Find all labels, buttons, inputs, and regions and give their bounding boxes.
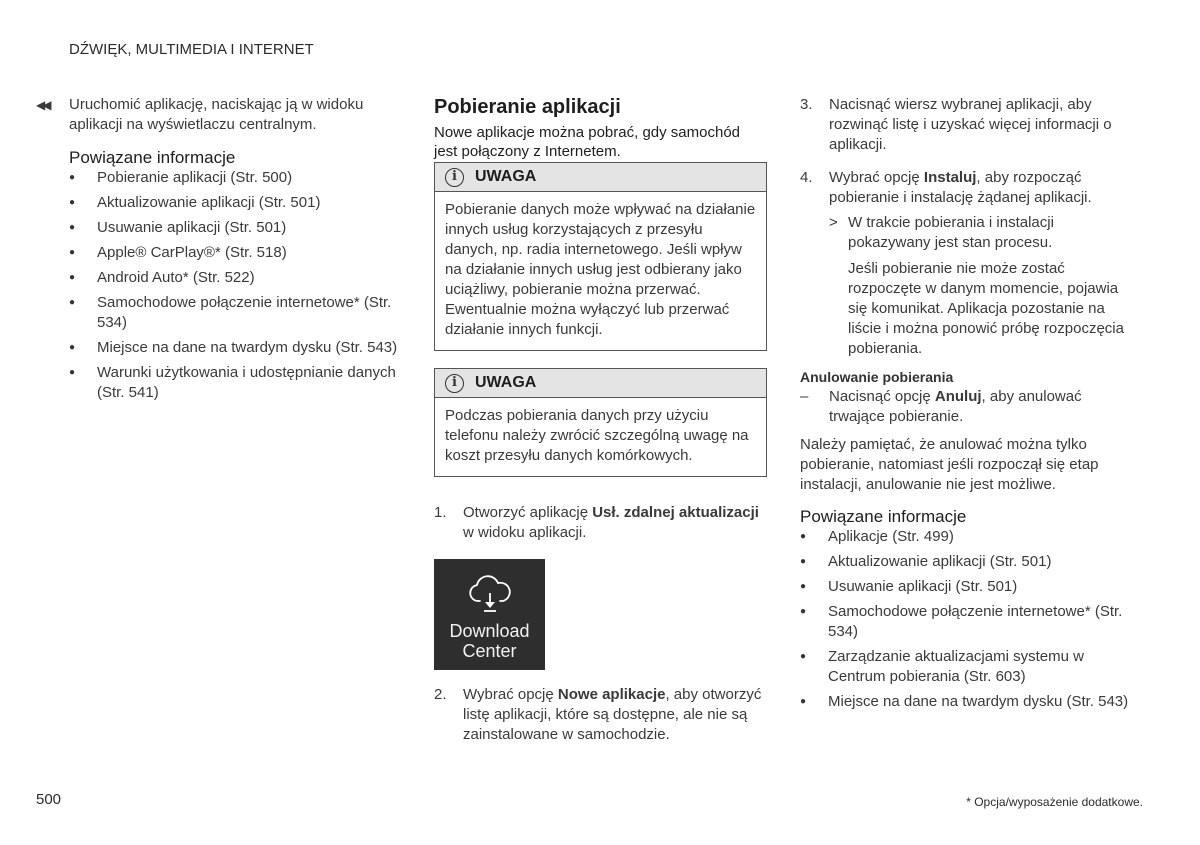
related-link[interactable]: ● Samochodowe połączenie internetowe* (Str. 534): [69, 293, 398, 333]
note-box: [434, 162, 767, 351]
note-header: [435, 163, 766, 192]
continued-arrow-icon: ◀◀: [36, 98, 49, 112]
section-lead: Nowe aplikacje można pobrać, gdy samochód jest połączony z Internetem.: [434, 124, 740, 160]
note-header: [435, 369, 766, 398]
related-link[interactable]: ● Android Auto* (Str. 522): [69, 268, 398, 288]
related-link[interactable]: ● Usuwanie aplikacji (Str. 501): [800, 577, 1130, 597]
cancel-step: [800, 387, 1130, 427]
steps-list: [800, 95, 1130, 208]
column-left: [36, 95, 398, 408]
step-item: [434, 685, 767, 745]
related-link[interactable]: ● Warunki użytkowania i udostępnianie danych (Str. 541): [69, 363, 398, 403]
related-link[interactable]: ● Miejsce na dane na twardym dysku (Str. 543): [800, 692, 1130, 712]
step-result: [800, 213, 1130, 253]
section-header: DŹWIĘK, MULTIMEDIA I INTERNET: [69, 41, 314, 58]
cancel-note: Należy pamiętać, że anulować można tylko pobieranie, natomiast jeśli rozpoczął się etap instalacji, anulowanie nie jest możliwe.: [800, 436, 1099, 493]
info-icon: i: [445, 168, 464, 187]
note-text: Podczas pobierania danych przy użyciu telefonu należy zwrócić szczególną uwagę na koszt przesyłu danych komórkowych.: [445, 407, 749, 464]
column-right: [800, 95, 1130, 717]
related-link[interactable]: ● Pobieranie aplikacji (Str. 500): [69, 168, 398, 188]
ui-label: Nowe aplikacje: [557, 686, 666, 703]
step-number: 4.: [800, 169, 813, 186]
related-info-list: [800, 527, 1130, 712]
related-link[interactable]: ● Zarządzanie aktualizacjami systemu w Centrum pobierania (Str. 603): [800, 647, 1130, 687]
step-text: Wybrać opcję: [829, 169, 924, 186]
note-label: UWAGA: [475, 374, 537, 391]
ui-label: Usł. zdalnej aktualizacji: [592, 504, 759, 521]
step-text: Nacisnąć opcję: [829, 388, 935, 405]
related-link[interactable]: ● Aktualizowanie aplikacji (Str. 501): [800, 552, 1130, 572]
step-text: , aby rozpocząć pobieranie i instalację żądanej aplikacji.: [829, 169, 1092, 206]
dash-marker: –: [800, 388, 809, 405]
footnote: * Opcja/wyposażenie dodatkowe.: [966, 795, 1143, 809]
step-item: [800, 168, 1130, 208]
ui-label: Instaluj: [923, 169, 977, 186]
step-text: Otworzyć aplikację: [463, 504, 593, 521]
page-number: 500: [36, 791, 62, 808]
related-link[interactable]: ● Samochodowe połączenie internetowe* (Str. 534): [800, 602, 1130, 642]
step-text: w widoku aplikacji.: [463, 524, 587, 541]
note-text: Pobieranie danych może wpływać na działanie innych usług korzystających z przesyłu danych, np. radia internetowego. Jeśli wpływ na działanie innych usług jest odbierany jako uciążliwy, pobieranie można przerwać. Ewentualnie można wyłączyć lub przerwać działanie innych funkcji.: [445, 201, 756, 338]
cloud-download-icon: [468, 573, 512, 613]
section-title: Pobieranie aplikacji: [434, 96, 621, 118]
continuation-intro: [36, 95, 398, 135]
step-text: Wybrać opcję: [463, 686, 558, 703]
column-middle: [434, 95, 767, 753]
download-center-tile[interactable]: [434, 559, 545, 670]
related-info-list: [36, 168, 398, 403]
result-marker: >: [829, 214, 838, 231]
step-number: 1.: [434, 504, 447, 521]
step-text: , aby otworzyć listę aplikacji, które są dostępne, ale nie są zainstalowane w samochodzie.: [463, 686, 762, 743]
related-info-heading: Powiązane informacje: [800, 507, 967, 526]
step-text: , aby anulować trwające pobieranie.: [829, 388, 1082, 425]
info-icon: i: [445, 374, 464, 393]
note-box: [434, 368, 767, 477]
cancel-heading: Anulowanie pobierania: [800, 369, 954, 385]
related-link[interactable]: ● Apple® CarPlay®* (Str. 518): [69, 243, 398, 263]
result-extra-text: Jeśli pobieranie nie może zostać rozpoczęte w danym momencie, pojawia się komunikat. Aplikacja pozostanie na liście i można ponowić próbę rozpoczęcia pobierania.: [848, 260, 1124, 357]
tile-label: Download Center: [449, 621, 530, 661]
step-item: [434, 503, 767, 543]
step-text: Nacisnąć wiersz wybranej aplikacji, aby rozwinąć listę i uzyskać więcej informacji o aplikacji.: [829, 96, 1112, 153]
related-link[interactable]: ● Miejsce na dane na twardym dysku (Str. 543): [69, 338, 398, 358]
steps-list: [434, 685, 767, 745]
intro-text: Uruchomić aplikację, naciskając ją w widoku aplikacji na wyświetlaczu centralnym.: [69, 96, 364, 133]
related-link[interactable]: ● Usuwanie aplikacji (Str. 501): [69, 218, 398, 238]
ui-label: Anuluj: [934, 388, 982, 405]
related-info-heading: Powiązane informacje: [69, 148, 236, 167]
step-number: 2.: [434, 686, 447, 703]
related-link[interactable]: ● Aplikacje (Str. 499): [800, 527, 1130, 547]
note-label: UWAGA: [475, 168, 537, 185]
step-item: [800, 95, 1130, 155]
related-link[interactable]: ● Aktualizowanie aplikacji (Str. 501): [69, 193, 398, 213]
step-number: 3.: [800, 96, 813, 113]
result-text: W trakcie pobierania i instalacji pokazywany jest stan procesu.: [848, 214, 1054, 251]
steps-list: [434, 503, 767, 543]
